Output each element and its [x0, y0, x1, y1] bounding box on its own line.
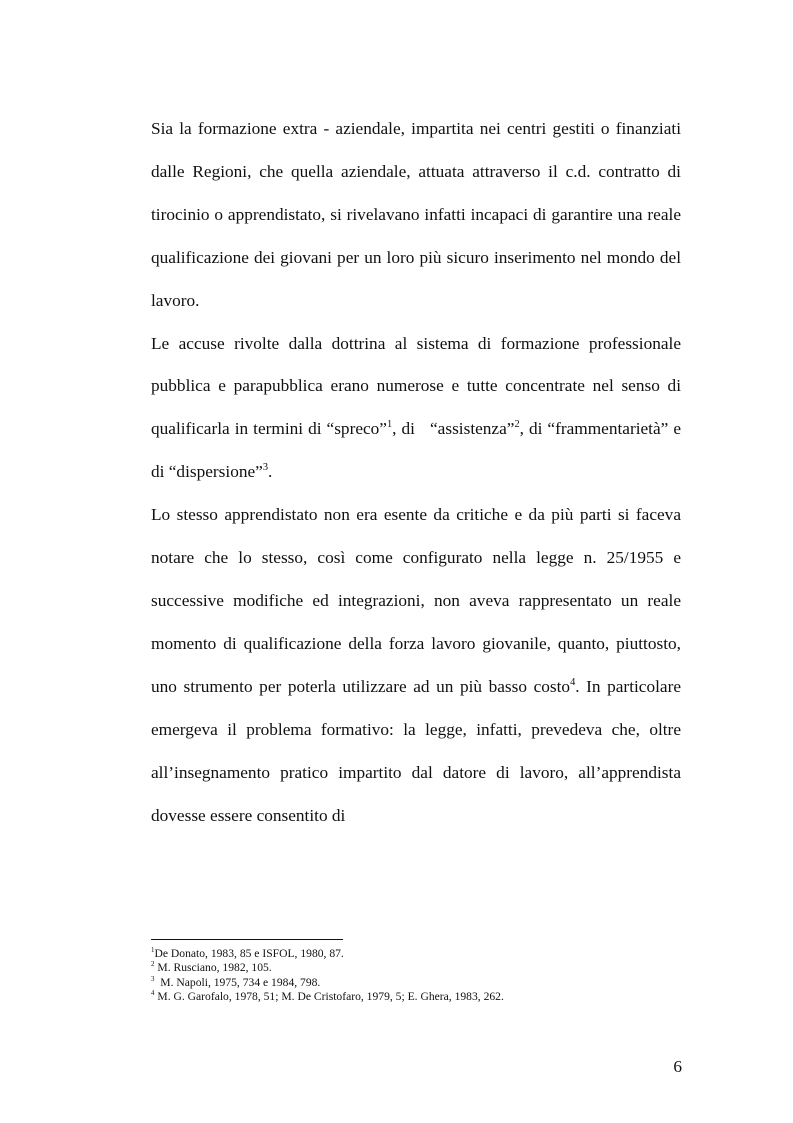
- paragraph-2-text-1: Le accuse rivolte dalla dottrina al sistema di formazione professionale pubblica e parapubblica erano numerose e tutte concentrate nel senso di qualificarla in termini di “spreco”: [151, 333, 681, 439]
- footnote-ref-2[interactable]: 2: [514, 419, 520, 431]
- footnote-ref-4[interactable]: 4: [570, 677, 576, 689]
- paragraph-3-text-2: . In particolare emergeva il problema formativo: la legge, infatti, prevedeva che, oltre all’insegnamento pratico impartito dal datore di lavoro, all’apprendista dovesse essere consentito di: [151, 676, 682, 825]
- page-number: 6: [673, 1057, 682, 1076]
- paragraph-2-text-3: , di “frammentarietà” e di “dispersione”: [151, 419, 682, 482]
- footnote-marker-1: 1: [151, 946, 155, 955]
- footnote-1: [151, 947, 691, 961]
- footnotes: [151, 947, 691, 1005]
- footnote-marker-3: 3: [151, 974, 155, 983]
- footnote-marker-2: 2: [151, 960, 155, 969]
- footnote-separator: [151, 939, 343, 940]
- paragraph-1: Sia la formazione extra - aziendale, impartita nei centri gestiti o finanziati dalle Regioni, che quella aziendale, attuata attraverso il c.d. contratto di tirocinio o apprendistato, si rivelavano infatti incapaci di garantire una reale qualificazione dei giovani per un loro più sicuro inserimento nel mondo del lavoro.: [151, 119, 681, 310]
- footnote-3: [151, 976, 691, 990]
- paragraph-2-text-2: , di “assistenza”: [392, 419, 515, 439]
- footnote-text-2: M. Rusciano, 1982, 105.: [154, 961, 272, 975]
- footnote-ref-1[interactable]: 1: [386, 419, 393, 431]
- footnote-ref-3[interactable]: 3: [262, 462, 269, 474]
- footnote-2: [151, 961, 691, 975]
- footnote-4: [151, 990, 691, 1004]
- footnote-text-1: De Donato, 1983, 85 e ISFOL, 1980, 87.: [154, 947, 344, 960]
- paragraph-3: [151, 494, 681, 837]
- paragraph-3-text-1: Lo stesso apprendistato non era esente da critiche e da più parti si faceva notare che lo stesso, così come configurato nella legge n. 25/1955 e successive modifiche ed integrazioni, non aveva rappresentato un reale momento di qualificazione della forza lavoro giovanile, quanto, piuttosto, uno strumento per poterla utilizzare ad un più basso costo: [151, 505, 681, 696]
- footnote-text-4: M. G. Garofalo, 1978, 51; M. De Cristofaro, 1979, 5; E. Ghera, 1983, 262.: [154, 990, 504, 1004]
- paragraph-2-text-4: .: [268, 462, 273, 482]
- footnote-text-3: M. Napoli, 1975, 734 e 1984, 798.: [154, 975, 321, 989]
- body-text: [151, 108, 681, 837]
- footnote-marker-4: 4: [151, 989, 155, 998]
- paragraph-2: [151, 323, 681, 495]
